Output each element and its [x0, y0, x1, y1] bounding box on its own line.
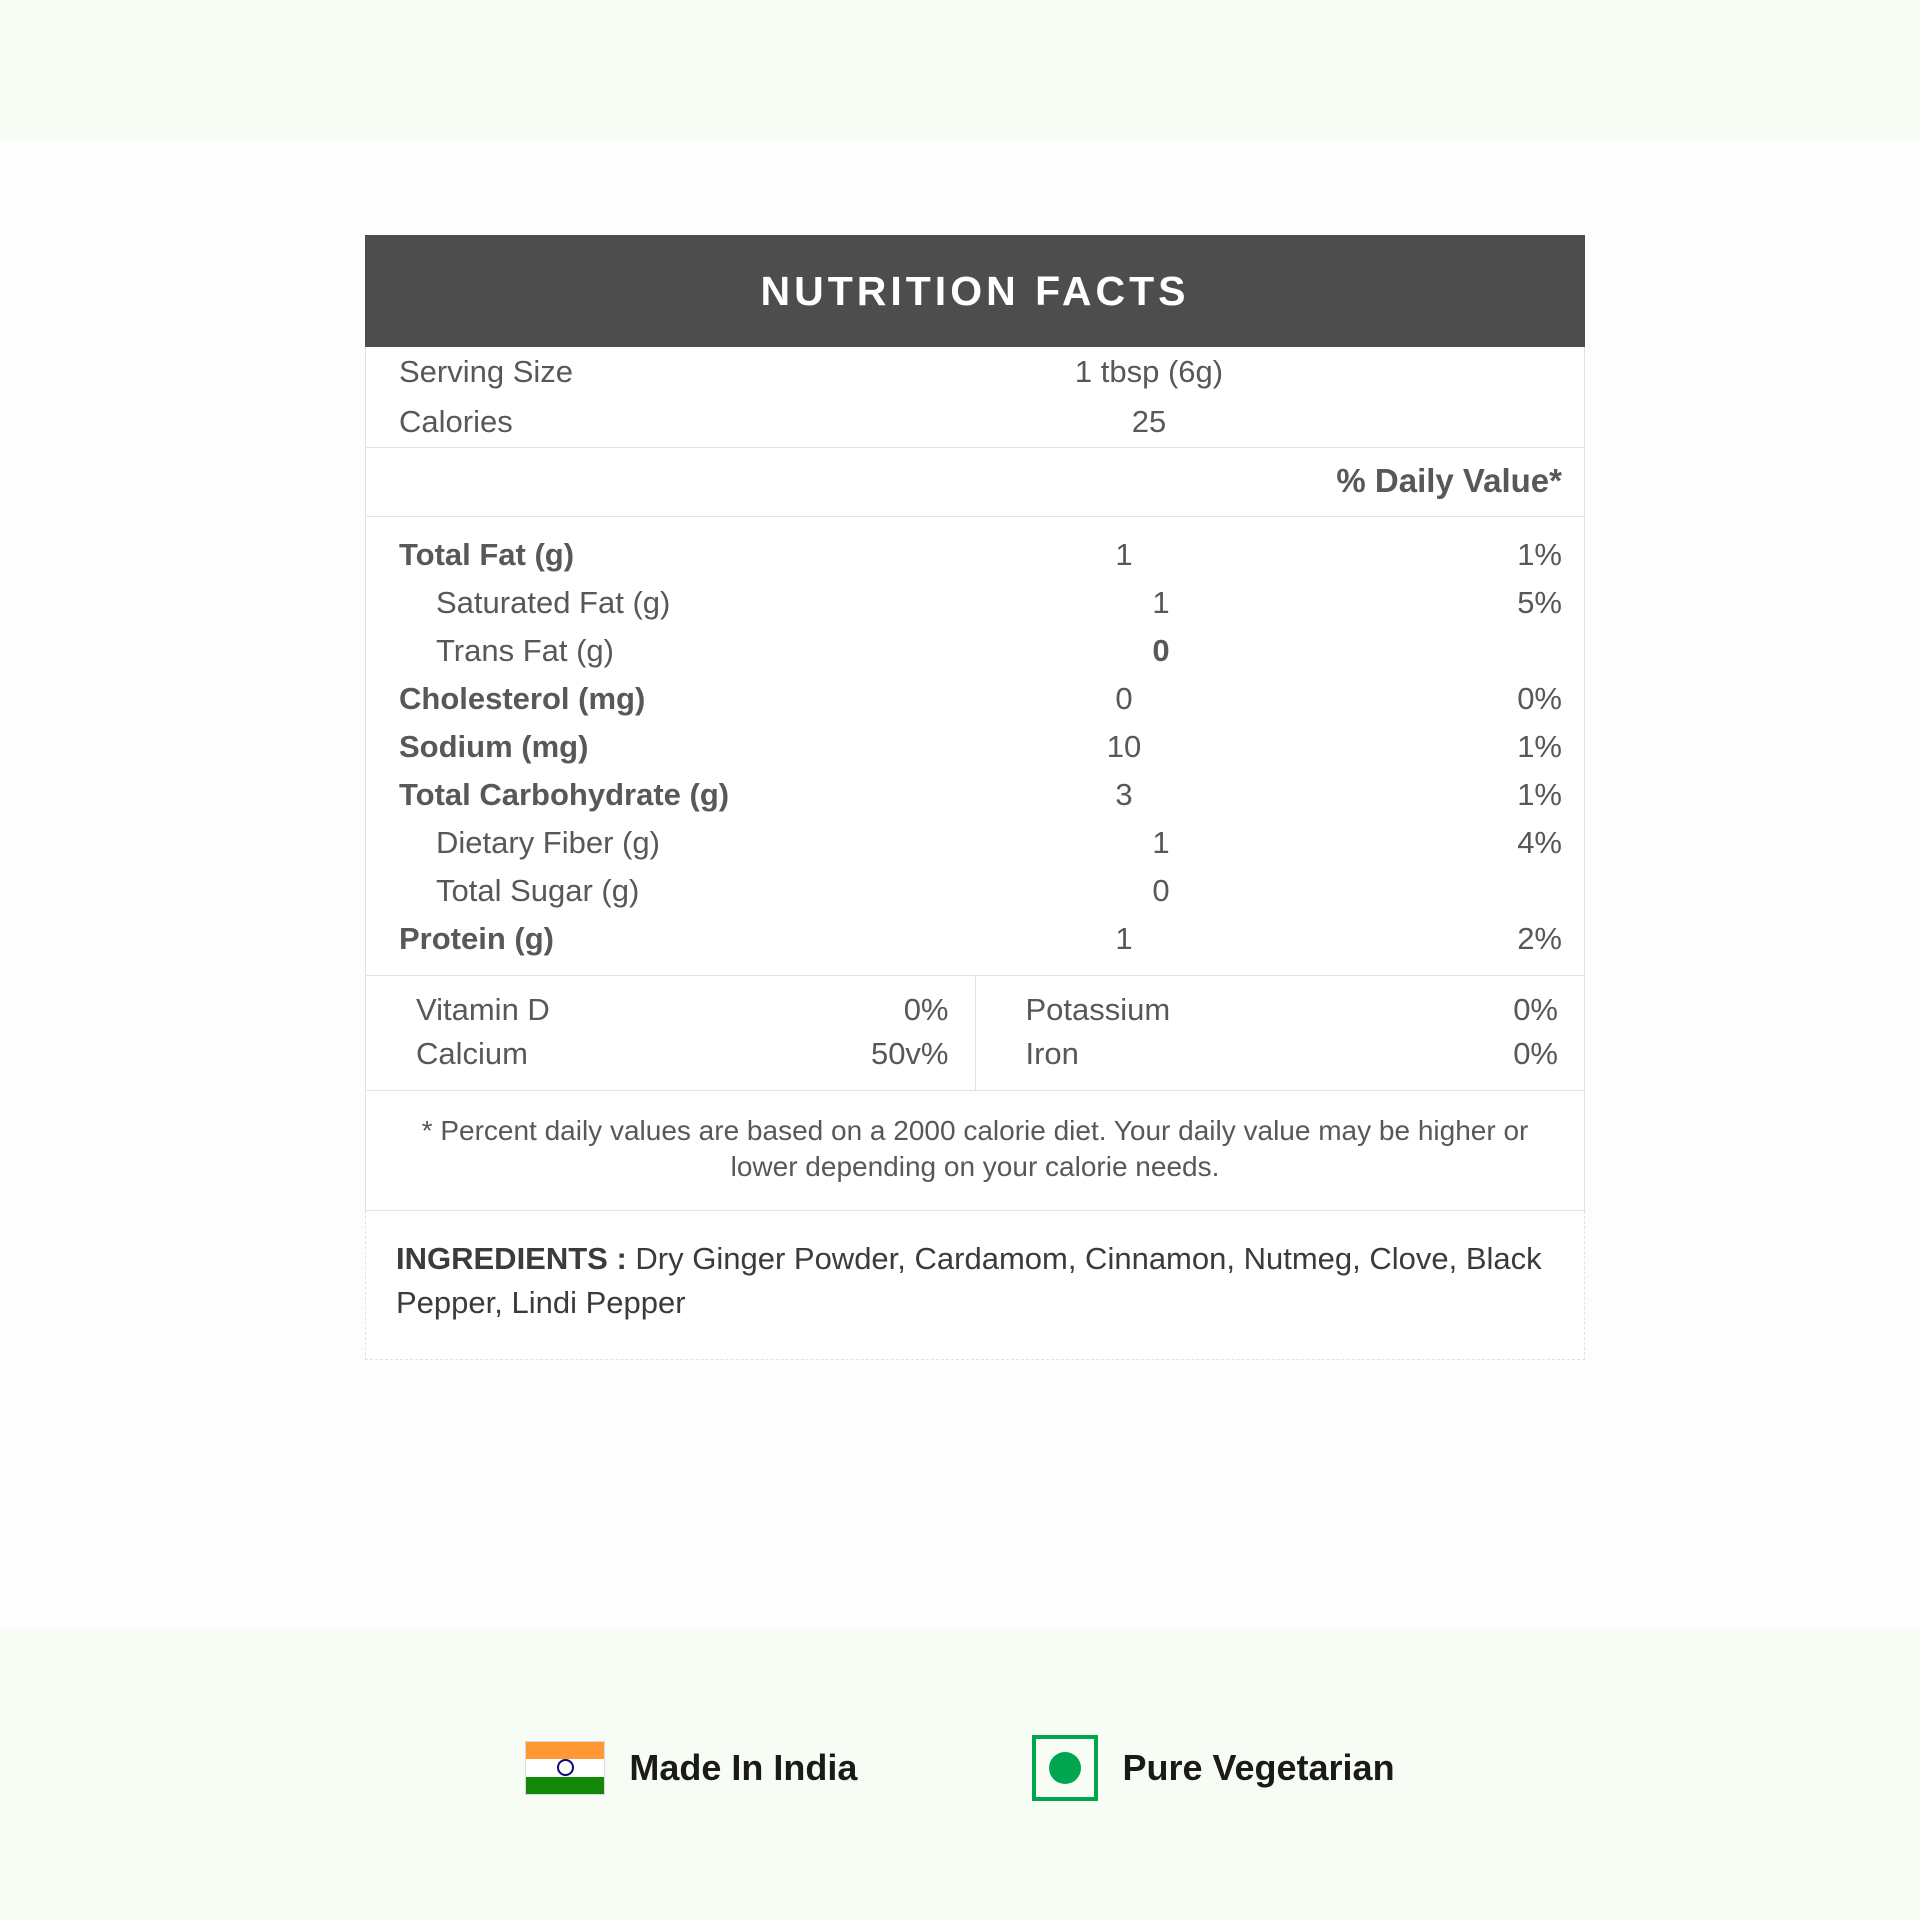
- panel-title: NUTRITION FACTS: [365, 235, 1585, 347]
- nutrient-label: Total Sugar (g): [436, 873, 640, 908]
- nutrient-label: Dietary Fiber (g): [436, 825, 660, 860]
- nutrient-row: [366, 867, 1584, 915]
- footnote-section: [365, 1091, 1585, 1211]
- nutrient-dv: 2%: [1517, 921, 1562, 956]
- serving-size-label: Serving Size: [399, 354, 574, 389]
- nutrient-dv: 1%: [1517, 777, 1562, 812]
- nutrient-value: 10: [1106, 729, 1142, 764]
- nutrient-dv: 4%: [1517, 825, 1562, 860]
- made-in-india-badge: [525, 1741, 857, 1795]
- nutrient-row: [366, 579, 1584, 627]
- vitamins-section: [365, 976, 1585, 1091]
- vitamins-left-column: [366, 976, 975, 1090]
- nutrient-label: Cholesterol (mg): [399, 681, 646, 716]
- nutrient-label: Trans Fat (g): [436, 633, 614, 668]
- calories-value: 25: [1131, 404, 1167, 439]
- vitamin-label: Calcium: [416, 1036, 528, 1071]
- pure-vegetarian-badge: [1032, 1735, 1394, 1801]
- nutrient-value: 0: [1115, 681, 1133, 716]
- serving-size-row: [366, 347, 1584, 397]
- nutrition-facts-panel: [365, 235, 1585, 1360]
- nutrient-value: 1: [1152, 585, 1170, 620]
- nutrient-label: Saturated Fat (g): [436, 585, 671, 620]
- pure-vegetarian-label: Pure Vegetarian: [1122, 1747, 1395, 1788]
- vitamin-row: [976, 1032, 1585, 1076]
- vitamin-label: Vitamin D: [416, 992, 550, 1027]
- nutrient-dv: 1%: [1517, 537, 1562, 572]
- serving-section: [365, 347, 1585, 448]
- vitamin-dv: 0%: [903, 992, 949, 1027]
- vitamin-dv: 0%: [1513, 992, 1558, 1027]
- nutrient-row: [366, 771, 1584, 819]
- nutrient-value: 1: [1115, 921, 1133, 956]
- nutrient-row: [366, 819, 1584, 867]
- nutrient-value: 3: [1115, 777, 1133, 812]
- vitamins-right-column: [975, 976, 1585, 1090]
- nutrient-label: Total Carbohydrate (g): [399, 777, 730, 812]
- daily-value-footnote: * Percent daily values are based on a 2000 calorie diet. Your daily value may be higher or lower depending on your calorie needs.: [421, 1115, 1529, 1183]
- vitamin-dv: 50v%: [870, 1036, 949, 1071]
- made-in-india-label: Made In India: [629, 1747, 858, 1788]
- calories-row: [366, 397, 1584, 447]
- nutrient-dv: 1%: [1517, 729, 1562, 764]
- ingredients-title: INGREDIENTS :: [396, 1240, 627, 1276]
- calories-label: Calories: [399, 404, 513, 439]
- ingredients-text: Dry Ginger Powder, Cardamom, Cinnamon, Nutmeg, Clove, Black Pepper, Lindi Pepper: [396, 1240, 1542, 1320]
- nutrient-value: 1: [1152, 825, 1170, 860]
- nutrients-section: [365, 517, 1585, 976]
- vitamin-label: Iron: [1025, 1036, 1079, 1071]
- india-flag-icon: [525, 1741, 605, 1795]
- nutrient-value: 1: [1115, 537, 1133, 572]
- nutrient-row: [366, 531, 1584, 579]
- footer-badges: [0, 1735, 1920, 1801]
- nutrient-label: Total Fat (g): [399, 537, 575, 572]
- nutrient-row: [366, 723, 1584, 771]
- serving-size-value: 1 tbsp (6g): [1074, 354, 1224, 389]
- vitamin-dv: 0%: [1513, 1036, 1558, 1071]
- vitamin-row: [976, 988, 1585, 1032]
- vitamin-row: [366, 988, 975, 1032]
- daily-value-header: % Daily Value*: [1336, 462, 1562, 499]
- nutrient-label: Protein (g): [399, 921, 554, 956]
- nutrient-row: [366, 675, 1584, 723]
- nutrient-label: Sodium (mg): [399, 729, 589, 764]
- nutrient-dv: 0%: [1517, 681, 1562, 716]
- nutrient-row: [366, 627, 1584, 675]
- nutrient-value: 0: [1152, 633, 1170, 668]
- ingredients-section: [365, 1211, 1585, 1360]
- nutrient-row: [366, 915, 1584, 963]
- vegetarian-mark-icon: [1032, 1735, 1098, 1801]
- vitamin-row: [366, 1032, 975, 1076]
- daily-value-header-section: [365, 448, 1585, 517]
- nutrient-dv: 5%: [1517, 585, 1562, 620]
- vitamin-label: Potassium: [1025, 992, 1171, 1027]
- nutrient-value: 0: [1152, 873, 1170, 908]
